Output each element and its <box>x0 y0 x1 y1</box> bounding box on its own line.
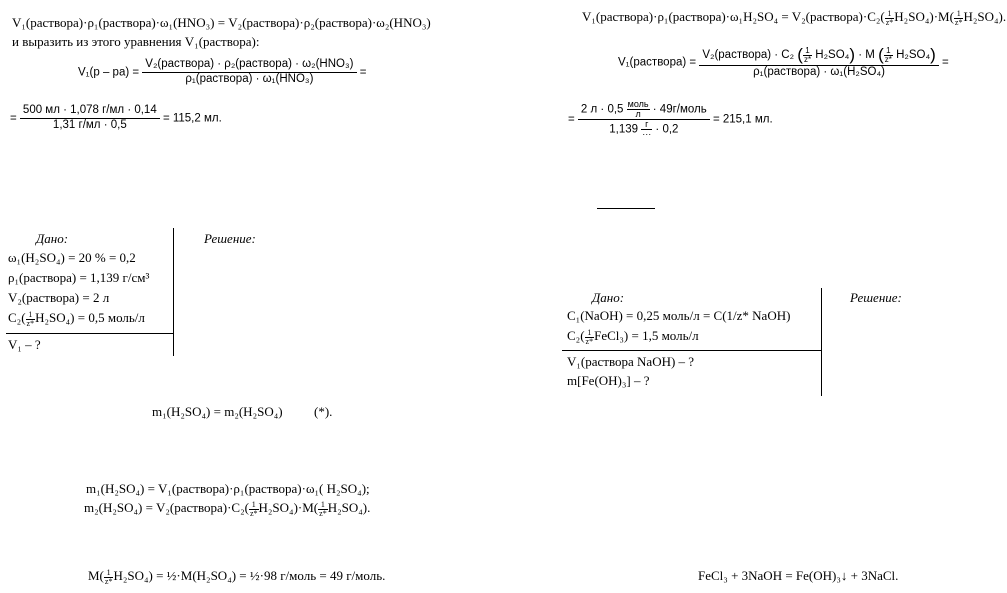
calc-v1-hno3 <box>10 104 222 133</box>
fraction-1-z <box>803 47 812 64</box>
eq-part-b: H₂SO₄)·M( <box>894 9 954 24</box>
unit-mol-per-l <box>627 100 650 119</box>
unit-g-per-ml <box>641 120 652 139</box>
given-line-c2 <box>8 310 145 328</box>
calc-result: = 115,2 мл. <box>162 112 222 125</box>
fraction-denominator: ρ₁(раствора) · ω₁(HNO₃) <box>185 72 314 85</box>
find-m-feoh3: m[Fe(OH)₃] – ? <box>567 373 650 388</box>
given-line-c1: C₁(NaOH) = 0,25 моль/л = C(1/z* NaOH) <box>567 308 791 323</box>
fraction-1-z <box>26 311 36 328</box>
mass-equality-mark: (*). <box>314 404 333 419</box>
formula-lhs: V₁(р – ра) = <box>78 66 140 79</box>
calc-denominator: 1,31 г/мл · 0,5 <box>52 118 127 131</box>
open-paren: ( <box>878 45 884 64</box>
unit-den: л <box>635 109 641 119</box>
solution-title: Решение: <box>850 290 902 305</box>
reaction-equation: FeCl₃ + 3NaOH = Fe(OH)₃↓ + 3NaCl. <box>698 568 899 583</box>
calc-den-part-a: 1,139 <box>609 123 639 136</box>
equation-hno3-balance: V₁(раствора)·ρ₁(раствора)·ω₁(HNO₃) = V₂(раствора)·ρ₂(раствора)·ω₂(HNO₃) <box>12 15 431 30</box>
open-paren: ( <box>797 45 803 64</box>
given-title: Дано: <box>592 290 625 305</box>
m2-part-b: H₂SO₄)·M( <box>258 500 319 515</box>
calc-numerator <box>578 100 710 120</box>
fraction-1-z <box>585 329 595 346</box>
molar-part-a: M( <box>88 568 104 583</box>
m2-part-c: H₂SO₄). <box>327 500 371 515</box>
unit-num: г <box>641 120 652 130</box>
num-part-b: H₂SO₄ <box>815 49 850 62</box>
num-part-c: · M <box>858 49 875 62</box>
formula-lhs: V₁(раствора) = <box>618 56 697 69</box>
unit-den: ··· <box>642 129 652 139</box>
sfrac-num: 1 <box>318 501 328 510</box>
sfrac-den: z* <box>249 508 258 518</box>
equals-sign: = <box>942 56 949 69</box>
given-line-rho: ρ₁(раствора) = 1,139 г/см³ <box>8 270 150 285</box>
calc-num-part-a: 2 л · 0,5 <box>580 103 624 116</box>
sfrac-den: z* <box>585 336 594 346</box>
express-text: и выразить из этого уравнения V₁(раствора): <box>12 34 260 49</box>
fraction-numerator <box>699 45 939 66</box>
unit-num: моль <box>627 99 649 109</box>
mass-equality: m₁(H₂SO₄) = m₂(H₂SO₄) <box>152 404 283 419</box>
sfrac-den: z* <box>319 508 327 518</box>
close-paren: ) <box>930 45 936 64</box>
sfrac-num: 1 <box>803 47 812 56</box>
calc-denominator <box>578 120 710 139</box>
given-line-omega: ω₁(H₂SO₄) = 20 % = 0,2 <box>8 250 136 265</box>
sfrac-den: z* <box>954 17 963 27</box>
given-divider-vertical <box>821 288 822 396</box>
sfrac-num: 1 <box>104 569 114 578</box>
given-line-c2 <box>567 328 699 346</box>
fraction-1-z <box>318 501 328 518</box>
given-title: Дано: <box>36 231 69 246</box>
equation-h2so4-balance <box>582 9 1006 27</box>
fraction-1-z <box>884 47 893 64</box>
equals-sign: = <box>359 66 367 79</box>
given-line-v2: V₂(раствора) = 2 л <box>8 290 110 305</box>
fraction-denominator: ρ₁(раствора) · ω₁(H₂SO₄) <box>753 66 885 79</box>
formula-v1-h2so4 <box>618 45 949 80</box>
sfrac-den: z* <box>884 54 892 64</box>
fraction-1-z <box>249 501 259 518</box>
sfrac-num: 1 <box>585 329 595 338</box>
given-divider-vertical <box>173 228 174 356</box>
calc-prefix: = <box>568 113 575 126</box>
find-v1: V₁ – ? <box>8 337 41 352</box>
calc-num-part-b: · 49г/моль <box>652 103 707 116</box>
eq-part-c: H₂SO₄). <box>963 9 1007 24</box>
close-paren: ) <box>849 45 856 64</box>
c2-part-a: C₂( <box>8 310 26 325</box>
c2-part-b: FeCl₃) = 1,5 моль/л <box>594 328 699 343</box>
calc-result: = 215,1 мл. <box>712 113 773 126</box>
formula-fraction <box>142 58 356 87</box>
sfrac-num: 1 <box>249 501 259 510</box>
molar-part-b: H₂SO₄) = ½·M(H₂SO₄) = ½·98 г/моль = 49 г/моль. <box>113 568 386 583</box>
solution-title: Решение: <box>204 231 256 246</box>
sfrac-num: 1 <box>26 311 36 320</box>
m2-expression <box>84 500 370 518</box>
formula-fraction <box>699 45 939 80</box>
calc-fraction <box>20 104 160 133</box>
calc-numerator: 500 мл · 1,078 г/мл · 0,14 <box>20 104 160 119</box>
m2-part-a: m₂(H₂SO₄) = V₂(раствора)·C₂( <box>84 500 249 515</box>
sfrac-den: z* <box>104 576 113 586</box>
sfrac-num: 1 <box>884 47 893 56</box>
formula-v1-hno3 <box>78 58 366 87</box>
c2-part-b: H₂SO₄) = 0,5 моль/л <box>35 310 145 325</box>
num-part-d: H₂SO₄ <box>896 49 931 62</box>
given-divider-horizontal <box>562 350 822 351</box>
find-v1-naoh: V₁(раствора NaOH) – ? <box>567 354 695 369</box>
c2-part-a: C₂( <box>567 328 585 343</box>
calc-den-part-b: · 0,2 <box>655 123 679 136</box>
sfrac-num: 1 <box>885 10 895 19</box>
fraction-numerator: V₂(раствора) · ρ₂(раствора) · ω₂(HNO₃) <box>142 58 356 73</box>
calc-v1-h2so4 <box>568 100 773 139</box>
sfrac-den: z* <box>803 54 812 64</box>
molar-mass-equivalent <box>88 568 385 586</box>
given-divider-horizontal <box>6 333 174 334</box>
sfrac-den: z* <box>885 17 894 27</box>
calc-prefix: = <box>10 112 17 125</box>
fraction-1-z <box>885 10 895 27</box>
calc-fraction <box>578 100 710 139</box>
sfrac-num: 1 <box>954 10 964 19</box>
m1-expression: m₁(H₂SO₄) = V₁(раствора)·ρ₁(раствора)·ω₁( H₂SO₄); <box>86 481 370 496</box>
separator-line <box>597 208 655 209</box>
num-part-a: V₂(раствора) · C₂ <box>702 49 795 62</box>
sfrac-den: z* <box>26 318 35 328</box>
eq-part-a: V₁(раствора)·ρ₁(раствора)·ω₁H₂SO₄ = V₂(раствора)·C₂( <box>582 9 885 24</box>
